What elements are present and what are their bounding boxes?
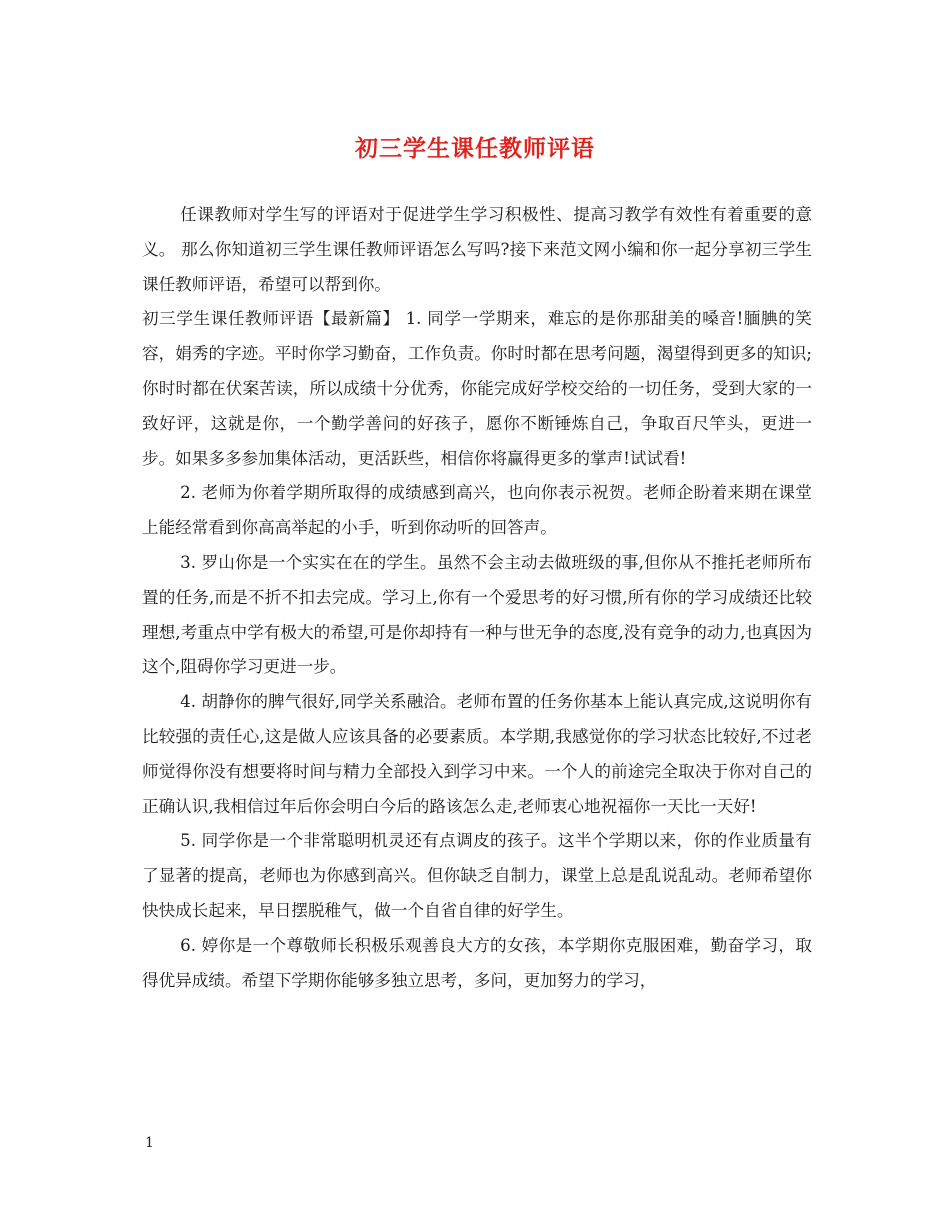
paragraph-comment-5: 5. 同学你是一个非常聪明机灵还有点调皮的孩子。这半个学期以来，你的作业质量有了显著的提高，老师也为你感到高兴。但你缺乏自制力，课堂上总是乱说乱动。老师希望你快快成长起来，早日摆脱稚气，做一个自省自律的好学生。 (142, 831, 812, 920)
paragraph-comment-6: 6. 婷你是一个尊敬师长积极乐观善良大方的女孩，本学期你克服困难，勤奋学习，取得优异成绩。希望下学期你能够多独立思考，多问，更加努力的学习， (142, 935, 812, 990)
page-number: 1 (145, 1135, 154, 1151)
paragraph-comment-3: 3. 罗山你是一个实实在在的学生。虽然不会主动去做班级的事,但你从不推托老师所布置的任务,而是不折不扣去完成。学习上,你有一个爱思考的好习惯,所有你的学习成绩还比较理想,考重点中学有极大的希望,可是你却持有一种与世无争的态度,没有竞争的动力,也真因为这个,阻碍你学习更进一步。 (142, 552, 812, 677)
paragraph-comment-4: 4. 胡静你的脾气很好,同学关系融洽。老师布置的任务你基本上能认真完成,这说明你有比较强的责任心,这是做人应该具备的必要素质。本学期,我感觉你的学习状态比较好,不过老师觉得你没有想要将时间与精力全部投入到学习中来。一个人的前途完全取决于你对自己的正确认识,我相信过年后你会明白今后的路该怎么走,老师衷心地祝福你一天比一天好! (142, 692, 812, 816)
paragraph-intro: 任课教师对学生写的评语对于促进学生学习积极性、提高习教学有效性有着重要的意义。 那么你知道初三学生课任教师评语怎么写吗?接下来范文网小编和你一起分享初三学生课任教师评语，希望可以帮到你。 (142, 205, 812, 294)
paragraph-comment-1: 初三学生课任教师评语【最新篇】 1. 同学一学期来，难忘的是你那甜美的嗓音!腼腆的笑容，娟秀的字迹。平时你学习勤奋，工作负责。你时时都在思考问题，渴望得到更多的知识;你时时都在伏案苦读，所以成绩十分优秀，你能完成好学校交给的一切任务，受到大家的一致好评，这就是你，一个勤学善问的好孩子，愿你不断锤炼自己，争取百尺竿头，更进一步。如果多多参加集体活动，更活跃些，相信你将赢得更多的掌声!试试看! (142, 309, 812, 468)
paragraph-comment-2: 2. 老师为你着学期所取得的成绩感到高兴，也向你表示祝贺。老师企盼着来期在课堂上能经常看到你高高举起的小手，听到你动听的回答声。 (142, 483, 812, 538)
document-body (142, 198, 812, 998)
document-title: 初三学生课任教师评语 (355, 135, 595, 162)
